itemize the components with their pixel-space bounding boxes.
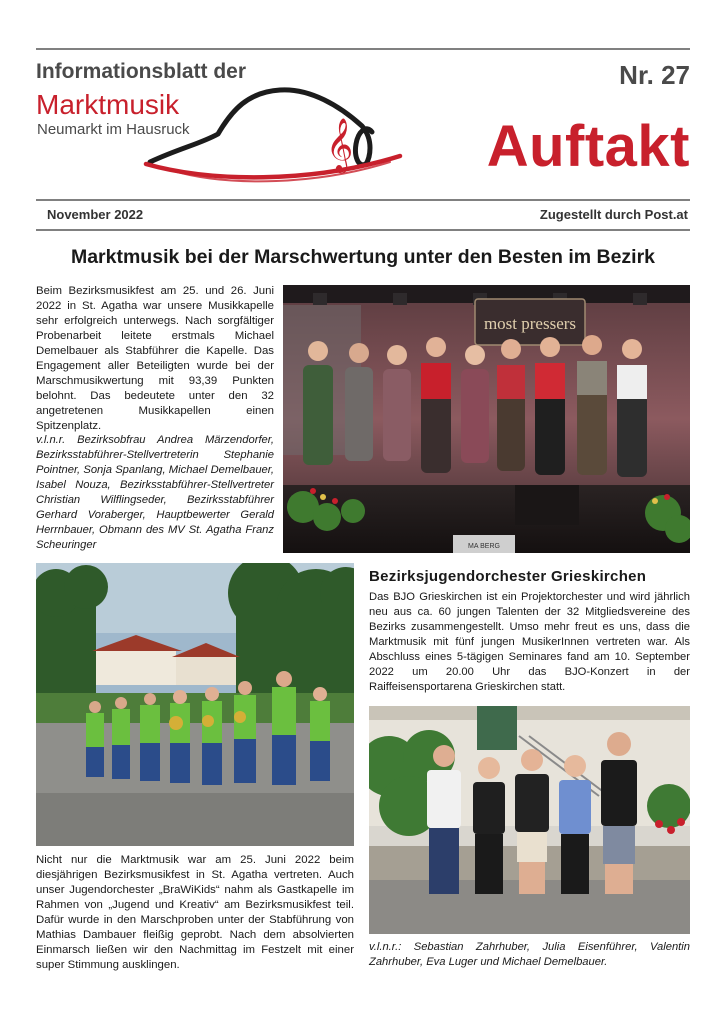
article3-body: Das BJO Grieskirchen ist ein Projektorchester und wird jährlich neu aus ca. 60 jungen Talenten der 32 Mitgliedsvereine des Bezirks zusammengestellt. Umso mehr freut es uns, dass die Marktmusik mit fünf jungen MusikerInnen vertreten war. Als Abschluss eines 5-tägigen Seminares fand am 10. September 2022 um 20.00 Uhr das BJO-Konzert in der Raiffeisensportarena Grieskirchen statt. xyxy=(369,591,690,693)
header-top-rule xyxy=(36,48,690,50)
org-name: Marktmusik xyxy=(36,89,180,120)
photo-marching-youth-band xyxy=(36,563,354,846)
article1-caption: v.l.n.r. Bezirksobfrau Andrea Märzendorfer, Bezirksstabführer-Stellvertreterin Stephanie Pointner, Sonja Spanlang, Michael Demelbauer, Isabel Nouza, Bezirksstabführer-Stellvertreter Christian Wilflingseder, Bezirksstabführer Gerhard Voraberger, Hauptbewerter Gerald Herrnbauer, Obmann des MV St. Agatha Franz Scheuringer xyxy=(36,434,274,551)
hat-treble-clef-logo xyxy=(140,86,410,191)
speaker-box-label: MA BERG xyxy=(468,543,500,550)
stage-banner-text: most pressers xyxy=(483,314,577,333)
distribution-note: Zugestellt durch Post.at xyxy=(539,207,688,222)
svg-text:𝄞: 𝄞 xyxy=(326,117,354,171)
article3-caption: v.l.n.r.: Sebastian Zahrhuber, Julia Eisenführer, Valentin Zahrhuber, Eva Luger und Michael Demelbauer. xyxy=(369,941,690,968)
photo-stage-award-group xyxy=(283,285,690,553)
issue-number: Nr. 27 xyxy=(619,60,690,90)
org-place: Neumarkt im Hausruck xyxy=(37,121,190,138)
newsletter-title: Auftakt xyxy=(486,114,690,179)
article3-headline: Bezirksjugendorchester Grieskirchen xyxy=(369,568,647,585)
masthead-line1: Informationsblatt der xyxy=(36,60,247,83)
photo-bjo-youth-musicians xyxy=(369,706,690,934)
header-mid-rule xyxy=(36,199,690,201)
article2-body: Nicht nur die Marktmusik war am 25. Juni 2022 beim diesjährigen Bezirksmusikfest in St. Agatha vertreten. Auch unser Jugendorchester „BraWiKids“ nahm als Gastkapelle im Rahmen von „Jugend und Kreativ“ am Bezirksmusikfest teil. Dafür wurde in den Marschproben unter der Stabführung von Mathias Dambauer fleißig geprobt. Nach dem absolvierten Einmarsch ließen wir den Nachmittag im Festzelt mit einer super Stimmung ausklingen. xyxy=(36,854,354,971)
header-bottom-rule xyxy=(36,229,690,231)
article1-headline: Marktmusik bei der Marschwertung unter den Besten im Bezirk xyxy=(70,246,656,268)
issue-date: November 2022 xyxy=(47,207,144,222)
article1-body: Beim Bezirksmusikfest am 25. und 26. Juni 2022 in St. Agatha war unsere Musikkapelle sehr erfolgreich unterwegs. Nach sorgfältiger Probenarbeit leitete erstmals Michael Demelbauer als Stabführer die Kapelle. Das Engagement aller Beteiligten wurde bei der Marschmusikwertung mit 93,39 Punkten belohnt. Das bedeutete unter den 32 angetretenen Musikkapellen einen Spitzenplatz. xyxy=(36,285,274,432)
